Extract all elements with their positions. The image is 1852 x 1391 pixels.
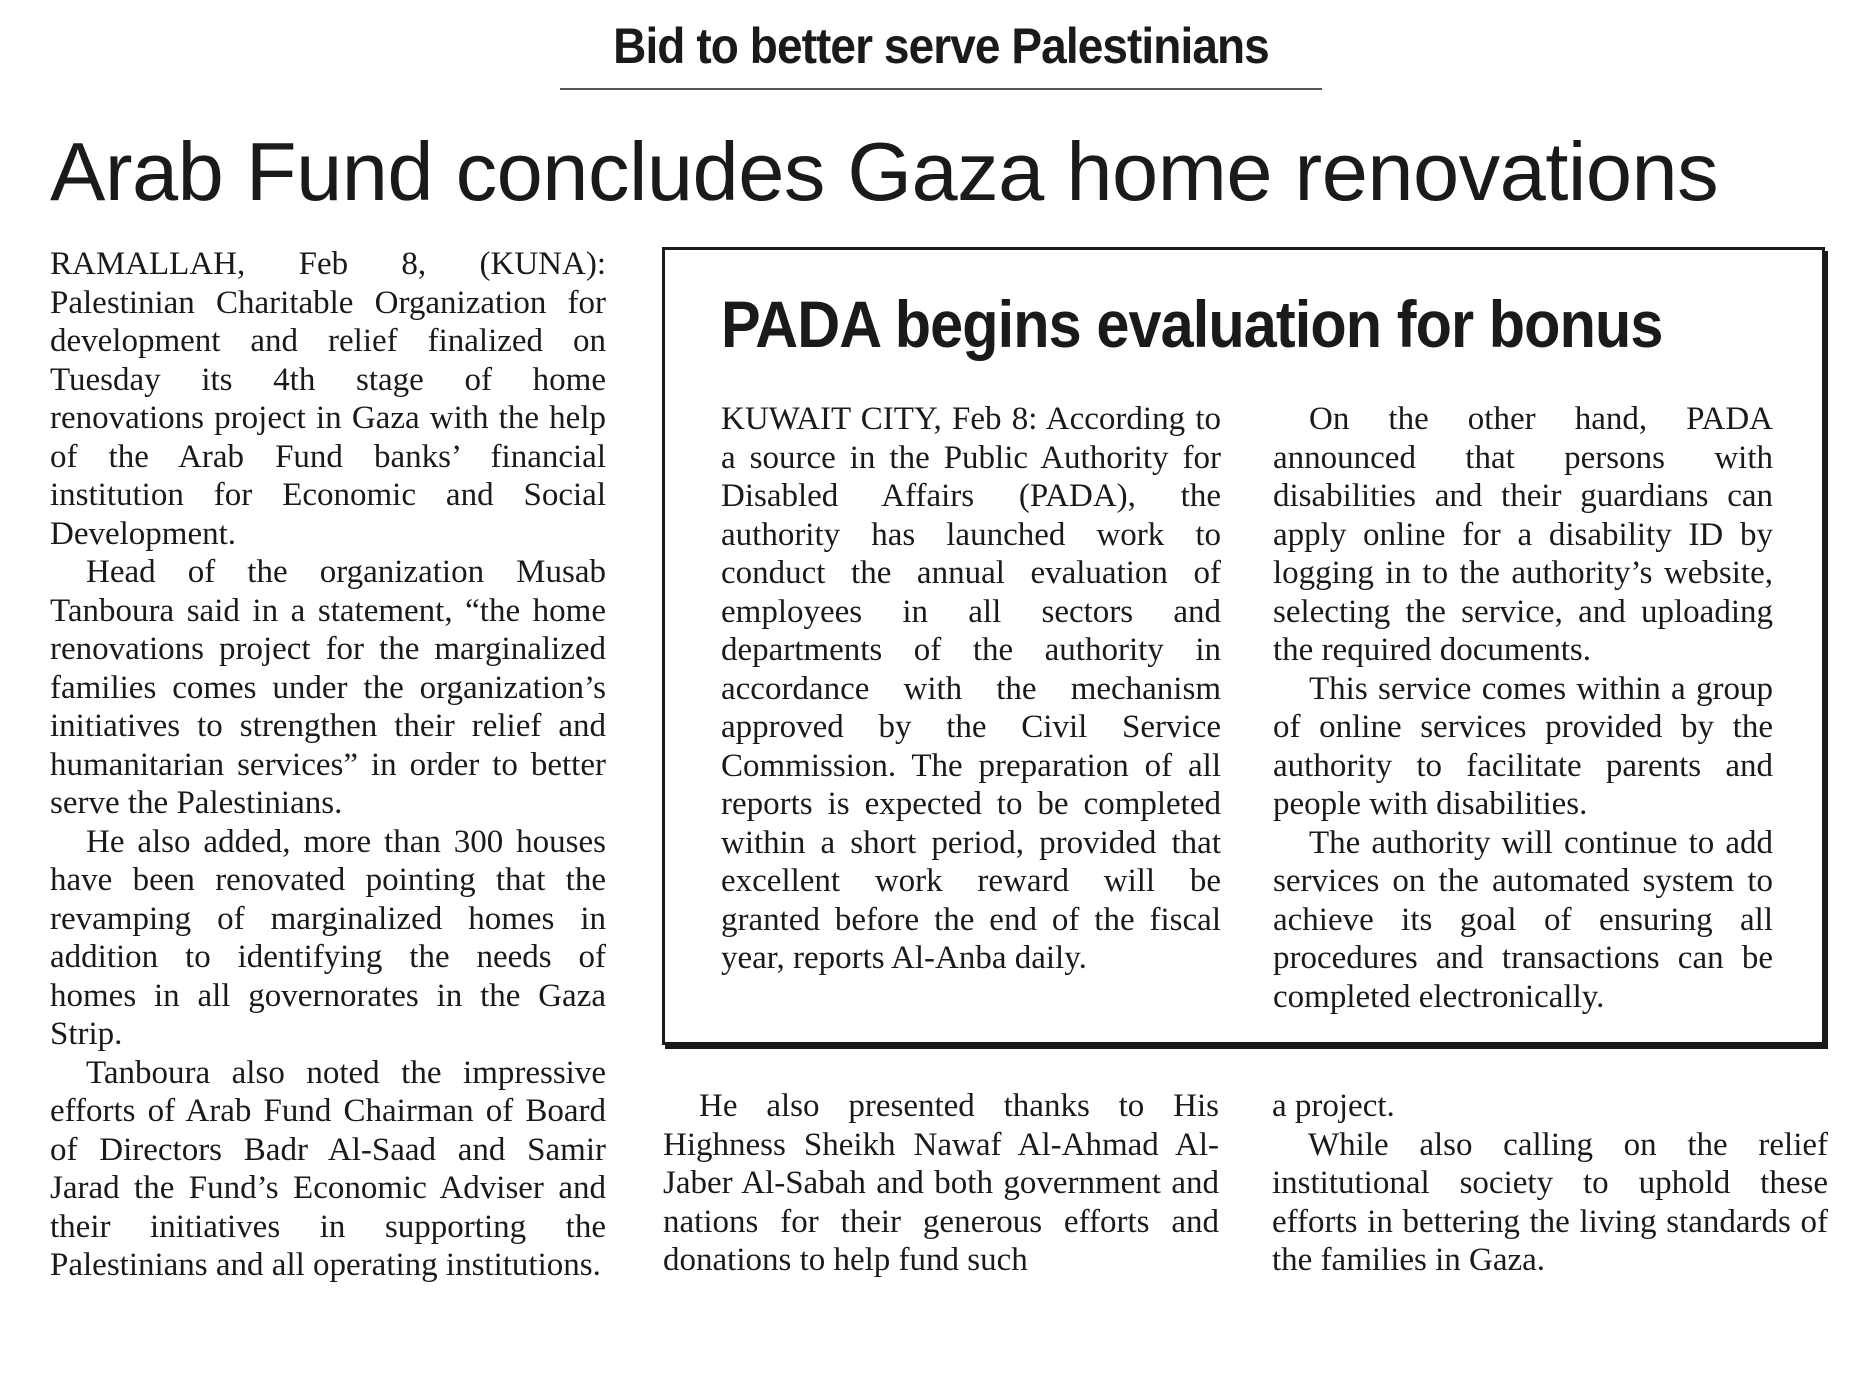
main-story-paragraph: While also calling on the relief institutional society to uphold these efforts in bettering the living standards of the families in Gaza. — [1272, 1126, 1828, 1278]
main-story-paragraph: He also presented thanks to His Highness Sheikh Nawaf Al-Ahmad Al-Jaber Al-Sabah and both government and nations for their generous efforts and donations to help fund such — [663, 1088, 1219, 1278]
sidebar-boxed-story — [662, 247, 1825, 1045]
sidebar-column-1 — [721, 400, 1221, 978]
main-story-paragraph: Head of the organization Musab Tanboura said in a statement, “the home renovations project for the marginalized families comes under the organization’s initiatives to strengthen their relief and humanitarian services” in order to better serve the Palestinians. — [50, 554, 606, 821]
sidebar-paragraph: This service comes within a group of online services provided by the authority to facilitate parents and people with disabilities. — [1273, 670, 1773, 822]
main-headline: Arab Fund concludes Gaza home renovations — [50, 125, 1719, 218]
sidebar-paragraph: On the other hand, PADA announced that persons with disabilities and their guardians can apply online for a disability ID by logging in to the authority’s website, selecting the service, and uploading the required documents. — [1273, 401, 1773, 668]
main-story-paragraph: a project. — [1272, 1088, 1395, 1124]
sidebar-paragraph: KUWAIT CITY, Feb 8: According to a source in the Public Authority for Disabled Affairs (PADA), the authority has launched work to conduct the annual evaluation of employees in all sectors and departments of the authority in accordance with the mechanism approved by the Civil Service Commission. The preparation of all reports is expected to be completed within a short period, provided that excellent work reward will be granted before the end of the fiscal year, reports Al-Anba daily. — [721, 401, 1221, 976]
main-story-column-mid — [663, 1087, 1219, 1280]
main-story-paragraph: He also added, more than 300 houses have been renovated pointing that the revamping of marginalized homes in addition to identifying the needs of homes in all governorates in the Gaza Strip. — [50, 823, 606, 1052]
kicker-headline: Bid to better serve Palestinians — [613, 18, 1269, 74]
main-story-column-left — [50, 245, 606, 1285]
sidebar-headline: PADA begins evaluation for bonus — [721, 287, 1663, 361]
sidebar-column-2 — [1273, 400, 1773, 1016]
main-story-column-right — [1272, 1087, 1828, 1280]
main-story-paragraph: Tanboura also noted the impressive efforts of Arab Fund Chairman of Board of Directors Badr Al-Saad and Samir Jarad the Fund’s Economic Adviser and their initiatives in supporting the Palestinians and all operating institutions. — [50, 1054, 606, 1283]
main-story-paragraph: RAMALLAH, Feb 8, (KUNA): Palestinian Charitable Organization for development and relief finalized on Tuesday its 4th stage of home renovations project in Gaza with the help of the Arab Fund banks’ financial institution for Economic and Social Development. — [50, 246, 606, 552]
kicker-rule — [560, 88, 1322, 90]
sidebar-paragraph: The authority will continue to add services on the automated system to achieve its goal of ensuring all procedures and transactions can be completed electronically. — [1273, 824, 1773, 1015]
